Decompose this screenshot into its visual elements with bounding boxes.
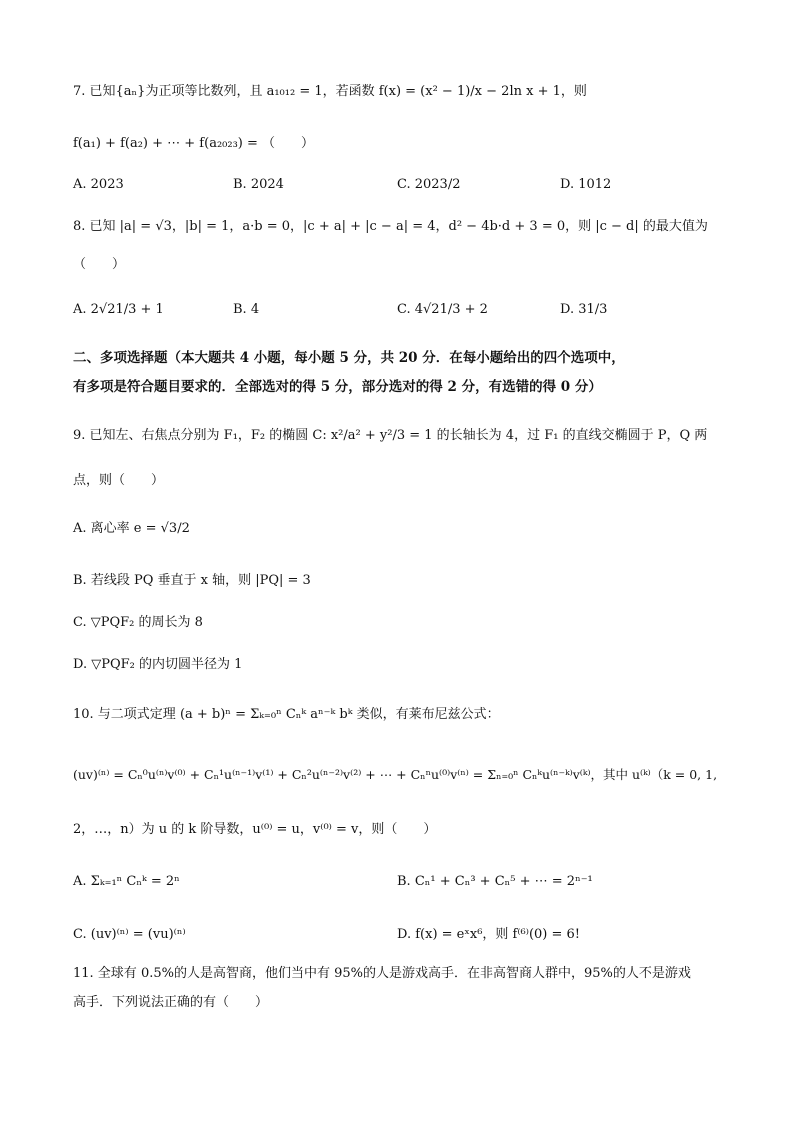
q7-option-a: A. 2023 xyxy=(73,177,124,192)
section2-heading-line2: 有多项是符合题目要求的．全部选对的得 5 分，部分选对的得 2 分，有选错的得 0 分） xyxy=(73,379,602,395)
q10-option-d: D. f(x) = eˣx⁶，则 f⁽⁶⁾(0) = 6! xyxy=(397,927,581,942)
q10-option-b: B. Cₙ¹ + Cₙ³ + Cₙ⁵ + ⋯ = 2ⁿ⁻¹ xyxy=(397,874,593,889)
section2-heading-line1: 二、多项选择题（本大题共 4 小题，每小题 5 分，共 20 分．在每小题给出的四个选项中， xyxy=(73,350,625,366)
q8-stem-line1: 8. 已知 |a| = √3，|b| = 1，a·b = 0，|c + a| + |c − a| = 4，d² − 4b·d + 3 = 0，则 |c − d| 的最大值为 xyxy=(73,219,708,234)
q8-option-a: A. 2√21/3 + 1 xyxy=(73,302,164,317)
q9-stem-line2: 点，则（ ） xyxy=(73,473,165,488)
q11-stem-line1: 11. 全球有 0.5%的人是高智商，他们当中有 95%的人是游戏高手．在非高智商人群中，95%的人不是游戏 xyxy=(73,966,691,981)
q10-option-a: A. Σₖ₌₁ⁿ Cₙᵏ = 2ⁿ xyxy=(73,874,180,889)
q8-option-b: B. 4 xyxy=(233,302,260,317)
q10-stem-line1: 10. 与二项式定理 (a + b)ⁿ = Σₖ₌₀ⁿ Cₙᵏ aⁿ⁻ᵏ bᵏ 类似，有莱布尼兹公式： xyxy=(73,707,500,722)
q9-option-d: D. ▽PQF₂ 的内切圆半径为 1 xyxy=(73,657,243,672)
q7-option-c: C. 2023/2 xyxy=(397,177,461,192)
q9-option-b: B. 若线段 PQ 垂直于 x 轴，则 |PQ| = 3 xyxy=(73,573,311,588)
q9-option-a: A. 离心率 e = √3/2 xyxy=(73,521,190,536)
q10-stem-line2: (uv)⁽ⁿ⁾ = Cₙ⁰u⁽ⁿ⁾v⁽⁰⁾ + Cₙ¹u⁽ⁿ⁻¹⁾v⁽¹⁾ + Cₙ²u⁽ⁿ⁻²⁾v⁽²⁾ + ⋯ + Cₙⁿu⁽⁰⁾v⁽ⁿ⁾ = Σₙ₌₀ⁿ Cₙᵏu⁽ⁿ⁻ᵏ⁾v⁽ᵏ⁾，其中 u⁽ᵏ⁾（k = 0, 1, xyxy=(73,767,718,782)
q9-option-c: C. ▽PQF₂ 的周长为 8 xyxy=(73,615,203,630)
q11-stem-line2: 高手．下列说法正确的有（ ） xyxy=(73,995,269,1010)
q7-stem-line2: f(a₁) + f(a₂) + ⋯ + f(a₂₀₂₃) = （ ） xyxy=(73,136,315,151)
q8-option-c: C. 4√21/3 + 2 xyxy=(397,302,488,317)
q7-stem-line1: 7. 已知{aₙ}为正项等比数列，且 a₁₀₁₂ = 1，若函数 f(x) = (x² − 1)/x − 2ln x + 1，则 xyxy=(73,84,587,99)
q8-stem-line2: （ ） xyxy=(73,257,126,272)
q10-option-c: C. (uv)⁽ⁿ⁾ = (vu)⁽ⁿ⁾ xyxy=(73,927,186,942)
q7-option-d: D. 1012 xyxy=(560,177,612,192)
q10-stem-line3: 2，…，n）为 u 的 k 阶导数，u⁽⁰⁾ = u，v⁽⁰⁾ = v，则（ ） xyxy=(73,822,437,837)
q9-stem-line1: 9. 已知左、右焦点分别为 F₁，F₂ 的椭圆 C: x²/a² + y²/3 = 1 的长轴长为 4，过 F₁ 的直线交椭圆于 P，Q 两 xyxy=(73,428,708,443)
q8-option-d: D. 31/3 xyxy=(560,302,608,317)
q7-option-b: B. 2024 xyxy=(233,177,284,192)
